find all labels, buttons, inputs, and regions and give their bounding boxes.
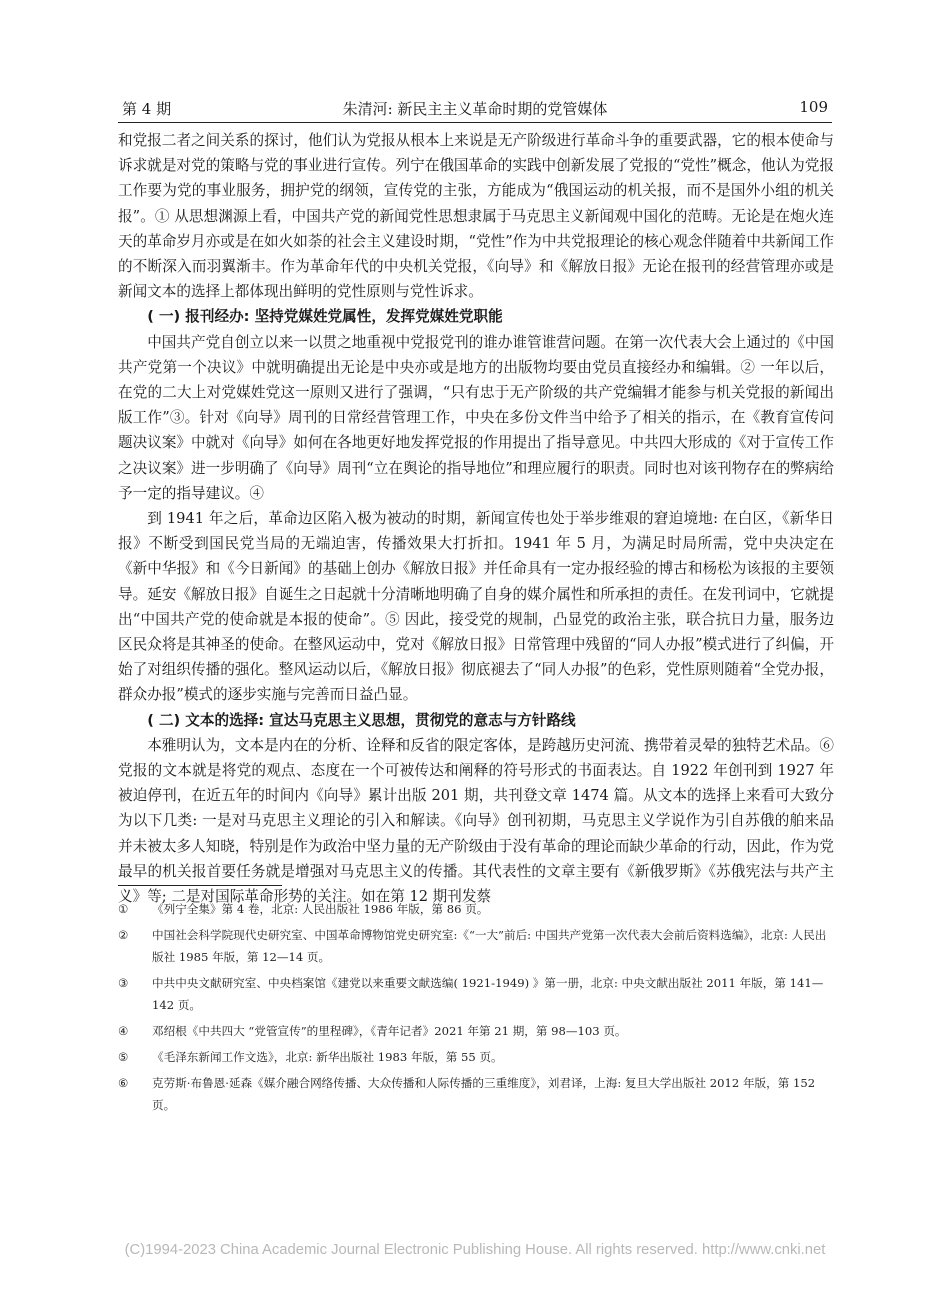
footnote bbox=[118, 924, 834, 968]
footnote-number: ③ bbox=[118, 976, 129, 990]
footnote bbox=[118, 1020, 834, 1042]
body-paragraph: 本雅明认为，文本是内在的分析、诠释和反省的限定客体，是跨越历史河流、携带着灵晕的独特艺术品。⑥ 党报的文本就是将党的观点、态度在一个可被传达和阐释的符号形式的书面表达。自 1922 年创刊到 1927 年被迫停刊，在近五年的时间内《向导》累计出版 201 期，共刊登文章 1474 篇。从文本的选择上来看可大致分为以下几类: 一是对马克思主义理论的引入和解读。《向导》创刊初期，马克思主义学说作为引自苏俄的舶来品并未被太多人知晓，特别是作为政治中坚力量的无产阶级由于没有革命的理论而缺少革命的行动，因此，作为党最早的机关报首要任务就是增强对马克思主义的传播。其代表性的文章主要有《新俄罗斯》《苏俄宪法与共产主义》等; 二是对国际革命形势的关注。如在第 12 期刊发蔡 bbox=[118, 736, 834, 906]
article-body bbox=[118, 128, 834, 909]
running-title: 朱清河: 新民主主义革命时期的党管媒体 bbox=[342, 100, 608, 118]
footnote-text: 邓绍根《中共四大 “党管宣传”的里程碑》，《青年记者》2021 年第 21 期，第 98—103 页。 bbox=[152, 1024, 627, 1038]
footnote-text: 中国社会科学院现代史研究室、中国革命博物馆党史研究室:《“一大”前后: 中国共产党第一次代表大会前后资料选编》，北京: 人民出版社 1985 年版，第 12—14 页。 bbox=[152, 928, 827, 964]
running-header bbox=[118, 96, 832, 123]
issue-number: 第 4 期 bbox=[122, 100, 172, 118]
footnote bbox=[118, 898, 834, 920]
footnote bbox=[118, 1046, 834, 1068]
footnote-divider bbox=[118, 885, 282, 886]
footnote-number: ① bbox=[118, 902, 129, 916]
section-heading: ( 二) 文本的选择: 宣达马克思主义思想，贯彻党的意志与方针路线 bbox=[147, 711, 576, 729]
footnote-number: ④ bbox=[118, 1024, 129, 1038]
footnotes bbox=[118, 898, 834, 1120]
page-number: 109 bbox=[799, 98, 828, 116]
body-paragraph: 中国共产党自创立以来一以贯之地重视中党报党刊的谁办谁管谁营问题。在第一次代表大会上通过的《中国共产党第一个决议》中就明确提出无论是中央亦或是地方的出版物均要由党员直接经办和编辑。② 一年以后，在党的二大上对党媒姓党这一原则又进行了强调，“只有忠于无产阶级的共产党编辑才能参与机关党报的新闻出版工作”③。针对《向导》周刊的日常经营管理工作，中央在多份文件当中给予了相关的指示，在《教育宣传问题决议案》中就对《向导》如何在各地更好地发挥党报的作用提出了指导意见。中共四大形成的《对于宣传工作之决议案》进一步明确了《向导》周刊“立在舆论的指导地位”和理应履行的职责。同时也对该刊物存在的弊病给予一定的指导建议。④ bbox=[118, 333, 834, 502]
body-paragraph: 到 1941 年之后，革命边区陷入极为被动的时期，新闻宣传也处于举步维艰的窘迫境地: 在白区，《新华日报》不断受到国民党当局的无端迫害，传播效果大打折扣。1941 年 5 月，为满足时局所需，党中央决定在《新中华报》和《今日新闻》的基础上创办《解放日报》并任命具有一定办报经验的博古和杨松为该报的主要领导。延安《解放日报》自诞生之日起就十分清晰地明确了自身的媒介属性和所承担的责任。在发刊词中，它就提出“中国共产党的使命就是本报的使命”。⑤ 因此，接受党的规制，凸显党的政治主张，联合抗日力量，服务边区民众将是其神圣的使命。在整风运动中，党对《解放日报》日常管理中残留的“同人办报”模式进行了纠偏，开始了对组织传播的强化。整风运动以后，《解放日报》彻底褪去了“同人办报”的色彩，党性原则随着“全党办报，群众办报”模式的逐步实施与完善而日益凸显。 bbox=[118, 510, 834, 704]
footnote-number: ⑤ bbox=[118, 1050, 129, 1064]
footnote bbox=[118, 1072, 834, 1116]
footnote-text: 中共中央文献研究室、中央档案馆《建党以来重要文献选编( 1921-1949) 》第一册，北京: 中央文献出版社 2011 年版，第 141—142 页。 bbox=[152, 976, 824, 1012]
section-heading: ( 一) 报刊经办: 坚持党媒姓党属性，发挥党媒姓党职能 bbox=[147, 308, 503, 326]
footnote-number: ② bbox=[118, 928, 129, 942]
footnote-text: 《毛泽东新闻工作文选》，北京: 新华出版社 1983 年版，第 55 页。 bbox=[152, 1050, 503, 1064]
footnote-text: 克劳斯·布鲁恩·延森《媒介融合网络传播、大众传播和人际传播的三重维度》，刘君译，上海: 复旦大学出版社 2012 年版，第 152 页。 bbox=[152, 1076, 816, 1112]
footnote-number: ⑥ bbox=[118, 1076, 129, 1090]
footnote bbox=[118, 972, 834, 1016]
copyright-watermark: (C)1994-2023 China Academic Journal Electronic Publishing House. All rights reserved. http://www.cnki.net bbox=[124, 1242, 826, 1258]
body-paragraph: 和党报二者之间关系的探讨，他们认为党报从根本上来说是无产阶级进行革命斗争的重要武器，它的根本使命与诉求就是对党的策略与党的事业进行宣传。列宁在俄国革命的实践中创新发展了党报的“党性”概念，他认为党报工作要为党的事业服务，拥护党的纲领，宣传党的主张，方能成为“俄国运动的机关报，而不是国外小组的机关报”。① 从思想渊源上看，中国共产党的新闻党性思想隶属于马克思主义新闻观中国化的范畴。无论是在炮火连天的革命岁月亦或是在如火如荼的社会主义建设时期，“党性”作为中共党报理论的核心观念伴随着中共新闻工作的不断深入而羽翼渐丰。作为革命年代的中央机关党报，《向导》和《解放日报》无论在报刊的经营管理亦或是新闻文本的选择上都体现出鲜明的党性原则与党性诉求。 bbox=[118, 132, 834, 301]
footnote-text: 《列宁全集》第 4 卷，北京: 人民出版社 1986 年版，第 86 页。 bbox=[152, 902, 489, 916]
